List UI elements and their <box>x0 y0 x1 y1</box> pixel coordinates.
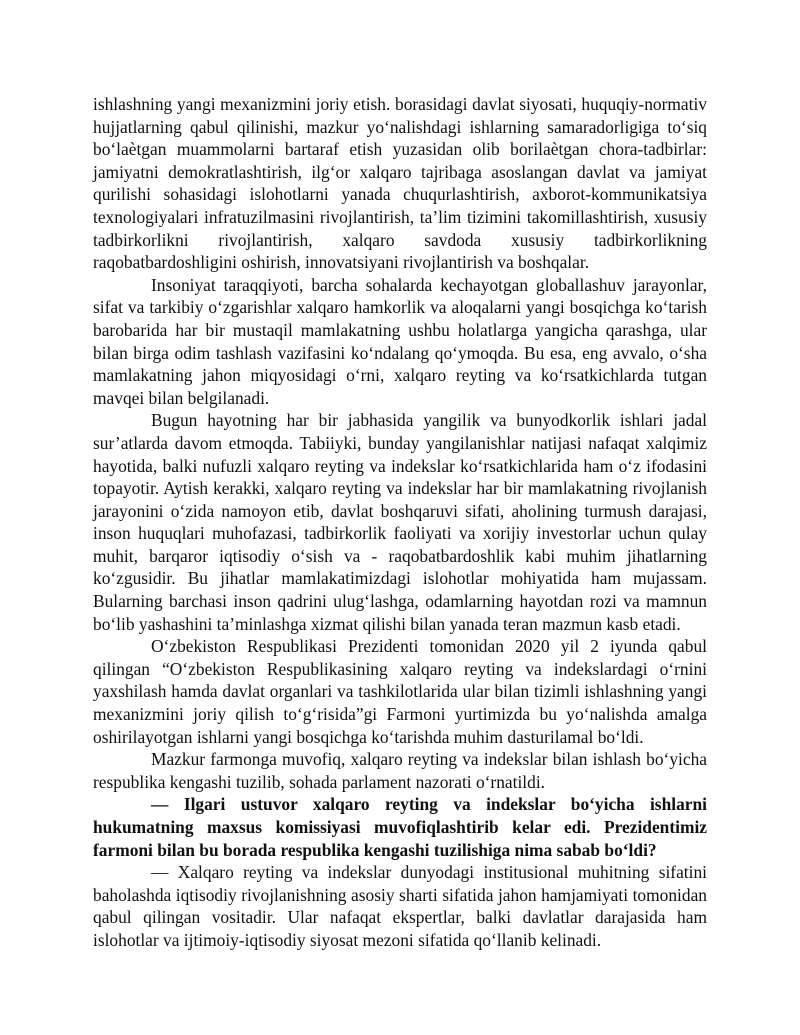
paragraph-5: Mazkur farmonga muvofiq, xalqaro reyting va indekslar bilan ishlash bo‘yicha respublika kengashi tuzilib, sohada parlament nazorati o‘rnatildi. <box>93 749 707 792</box>
interview-answer: — Xalqaro reyting va indekslar dunyodagi institusional muhitning sifatini baholashda iqtisodiy rivojlanishning asosiy sharti sifatida jahon hamjamiyati tomonidan qabul qilingan vositadir. Ular nafaqat ekspertlar, balki davlatlar darajasida ham islohotlar va ijtimoiy-iqtisodiy siyosat mezoni sifatida qo‘llanib kelinadi. <box>93 862 707 950</box>
paragraph-1: ishlashning yangi mexanizmini joriy etish. borasidagi davlat siyosati, huquqiy-normativ hujjatlarning qabul qilinishi, mazkur yo‘nalishdagi ishlarning samaradorligiga to‘siq bo‘laètgan muammolarni bartaraf etish yuzasidan olib borilaètgan chora-tadbirlar: jamiyatni demokratlashtirish, ilg‘or xalqaro tajribaga asoslangan davlat va jamiyat qurilishi sohasidagi islohotlarni yanada chuqurlashtirish, axborot-kommunikatsiya texnologiyalari infratuzilmasini rivojlantirish, ta’lim tizimini takomillashtirish, xususiy tadbirkorlikni rivojlantirish, xalqaro savdoda xususiy tadbirkorlikning raqobatbardoshligini oshirish, innovatsiyani rivojlantirish va boshqalar. <box>93 94 707 273</box>
interview-question: — Ilgari ustuvor xalqaro reyting va indekslar bo‘yicha ishlarni hukumatning maxsus komissiyasi muvofiqlashtirib kelar edi. Prezidentimiz farmoni bilan bu borada respublika kengashi tuzilishiga nima sabab bo‘ldi? <box>93 794 707 860</box>
paragraph-3: Bugun hayotning har bir jabhasida yangilik va bunyodkorlik ishlari jadal sur’atlarda davom etmoqda. Tabiiyki, bunday yangilanishlar natijasi nafaqat xalqimiz hayotida, balki nufuzli xalqaro reyting va indekslar ko‘rsatkichlarida ham o‘z ifodasini topayotir. Aytish kerakki, xalqaro reyting va indekslar har bir mamlakatning rivojlanish jarayonini o‘zida namoyon etib, davlat boshqaruvi sifati, aholining turmush darajasi, inson huquqlari muhofazasi, tadbirkorlik faoliyati va xorijiy investorlar uchun qulay muhit, barqaror iqtisodiy o‘sish va - raqobatbardoshlik kabi muhim jihatlarning ko‘zgusidir. Bu jihatlar mamlakatimizdagi islohotlar mohiyatida ham mujassam. Bularning barchasi inson qadrini ulug‘lashga, odamlarning hayotdan rozi va mamnun bo‘lib yashashini ta’minlashga xizmat qilishi bilan yanada teran mazmun kasb etadi. <box>93 410 707 634</box>
paragraph-2: Insoniyat taraqqiyoti, barcha sohalarda kechayotgan globallashuv jarayonlar, sifat va tarkibiy o‘zgarishlar xalqaro hamkorlik va aloqalarni yangi bosqichga ko‘tarish barobarida har bir mustaqil mamlakatning ushbu holatlarga yangicha qarashga, ular bilan birga odim tashlash vazifasini ko‘ndalang qo‘ymoqda. Bu esa, eng avvalo, o‘sha mamlakatning jahon miqyosidagi o‘rni, xalqaro reyting va ko‘rsatkichlarda tutgan mavqei bilan belgilanadi. <box>93 274 707 408</box>
document-page <box>93 93 707 952</box>
paragraph-4: O‘zbekiston Respublikasi Prezidenti tomonidan 2020 yil 2 iyunda qabul qilingan “O‘zbekiston Respublikasining xalqaro reyting va indekslardagi o‘rnini yaxshilash hamda davlat organlari va tashkilotlarida ular bilan tizimli ishlashning yangi mexanizmini joriy qilish to‘g‘risida”gi Farmoni yurtimizda bu yo‘nalishda amalga oshirilayotgan ishlarni yangi bosqichga ko‘tarishda muhim dasturilamal bo‘ldi. <box>93 636 707 747</box>
